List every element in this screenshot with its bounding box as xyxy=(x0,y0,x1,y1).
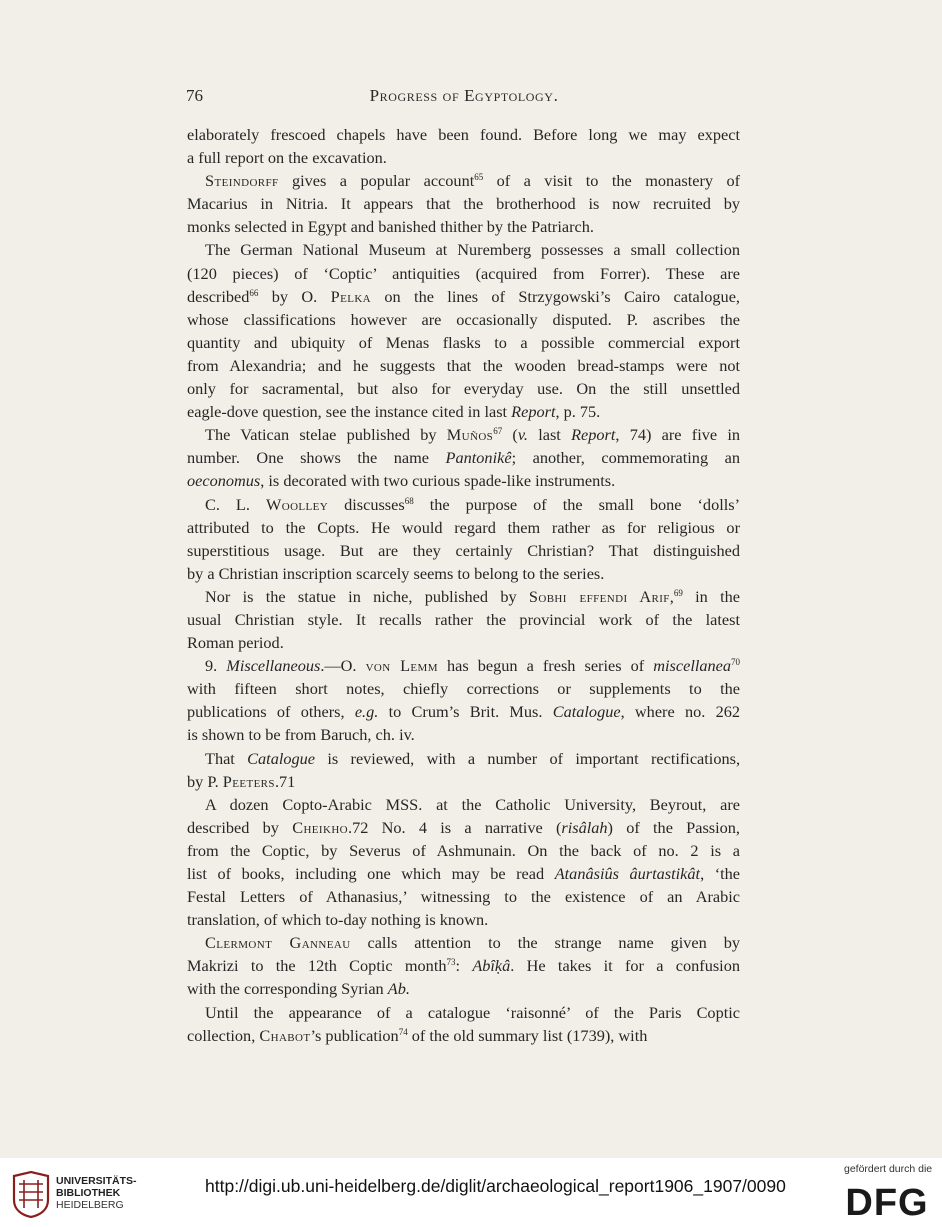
text-line: superstitious usage. But are they certainly Christian? That distinguished xyxy=(187,540,740,560)
text-line: attributed to the Copts. He would regard them rather as for religious or xyxy=(187,517,740,537)
running-title: Progress of Egyptology. xyxy=(369,86,559,105)
page-number: 76 xyxy=(186,86,203,105)
text-line: A dozen Copto-Arabic MSS. at the Catholic University, Beyrout, are xyxy=(205,794,740,814)
library-name xyxy=(56,1175,137,1211)
text-line: with the corresponding Syrian Ab. xyxy=(187,979,410,999)
text-line: by a Christian inscription scarcely seems to belong to the series. xyxy=(187,563,605,583)
text-line: publications of others, e.g. to Crum’s Brit. Mus. Catalogue, where no. 262 xyxy=(187,702,741,722)
dfg-logo-text: DFG xyxy=(845,1182,929,1218)
text-line: collection, Chabot’s publication$^{74}$ of the old summary list (1739), with xyxy=(187,1025,648,1045)
text-line: (120 pieces) of ‘Coptic’ antiquities (acquired from Forrer). These are xyxy=(187,263,740,283)
text-line: oeconomus, is decorated with two curious spade-like instruments. xyxy=(187,471,616,491)
text-line: usual Christian style. It recalls rather the provincial work of the latest xyxy=(187,609,740,629)
text-line: monks selected in Egypt and banished thither by the Patriarch. xyxy=(187,217,594,237)
text-line: C. L. Woolley discusses$^{68}$ the purpose of the small bone ‘dolls’ xyxy=(205,494,741,514)
body-text xyxy=(187,123,740,1047)
text-line: list of books, including one which may be read Atanâsiûs âurtastikât, ‘the xyxy=(187,864,741,883)
text-line: only for sacramental, but also for everyday use. On the still unsettled xyxy=(187,379,740,399)
text-line: described by Cheikho.72 No. 4 is a narrative (risâlah) of the Passion, xyxy=(187,817,740,837)
text-line: a full report on the excavation. xyxy=(187,148,387,168)
text-line: from Alexandria; and he suggests that the wooden bread-stamps were not xyxy=(187,355,740,375)
text-line: Macarius in Nitria. It appears that the brotherhood is now recruited by xyxy=(187,194,740,214)
text-line: with fifteen short notes, chiefly corrections or supplements to the xyxy=(187,679,740,699)
funder-label: gefördert durch die xyxy=(844,1163,933,1175)
text-line: Nor is the statue in niche, published by Sobhi effendi Arif,$^{69}$ in the xyxy=(205,586,740,606)
text-line: by P. Peeters.71 xyxy=(187,771,296,791)
text-line: whose classifications however are occasionally disputed. P. ascribes the xyxy=(187,309,740,329)
text-line: eagle-dove question, see the instance cited in last Report, p. 75. xyxy=(187,402,601,422)
text-line: Roman period. xyxy=(187,633,284,653)
page-header xyxy=(186,86,742,110)
text-line: That Catalogue is reviewed, with a number of important rectifications, xyxy=(205,748,741,768)
text-line: quantity and ubiquity of Menas flasks to a possible commercial export xyxy=(187,332,740,352)
text-line: described$^{66}$ by O. Pelka on the lines of Strzygowski’s Cairo catalogue, xyxy=(187,286,740,306)
dfg-logo xyxy=(840,1182,934,1218)
text-line: is shown to be from Baruch, ch. iv. xyxy=(187,725,415,745)
library-name-line-2: BIBLIOTHEK xyxy=(56,1187,121,1199)
text-line: The German National Museum at Nuremberg possesses a small collection xyxy=(205,240,740,260)
text-line: The Vatican stelae published by Muños$^{67}$ (v. last Report, 74) are five in xyxy=(205,425,740,445)
text-line: from the Coptic, by Severus of Ashmunain. On the back of no. 2 is a xyxy=(187,840,740,860)
text-line: Steindorff gives a popular account$^{65}$ of a visit to the monastery of xyxy=(205,171,741,191)
text-line: Makrizi to the 12th Coptic month$^{73}$: Abîḳâ. He takes it for a confusion xyxy=(187,956,740,976)
library-name-line-1: UNIVERSITÄTS- xyxy=(56,1175,137,1187)
text-line: elaborately frescoed chapels have been found. Before long we may expect xyxy=(187,125,740,144)
text-line: number. One shows the name Pantonikê; another, commemorating an xyxy=(187,448,740,468)
library-name-line-3: HEIDELBERG xyxy=(56,1199,124,1211)
text-line: 9. Miscellaneous.—O. von Lemm has begun a fresh series of miscellanea$^{70}$ xyxy=(205,656,741,676)
university-library-logo xyxy=(10,1170,52,1218)
source-url-link[interactable]: http://digi.ub.uni-heidelberg.de/diglit/archaeological_report1906_1907/0090 xyxy=(205,1176,786,1196)
text-line: Clermont Ganneau calls attention to the strange name given by xyxy=(205,933,740,953)
text-line: Festal Letters of Athanasius,’ witnessing to the existence of an Arabic xyxy=(187,887,740,907)
text-line: translation, of which to-day nothing is known. xyxy=(187,910,489,930)
text-line: Until the appearance of a catalogue ‘raisonné’ of the Paris Coptic xyxy=(205,1002,740,1022)
